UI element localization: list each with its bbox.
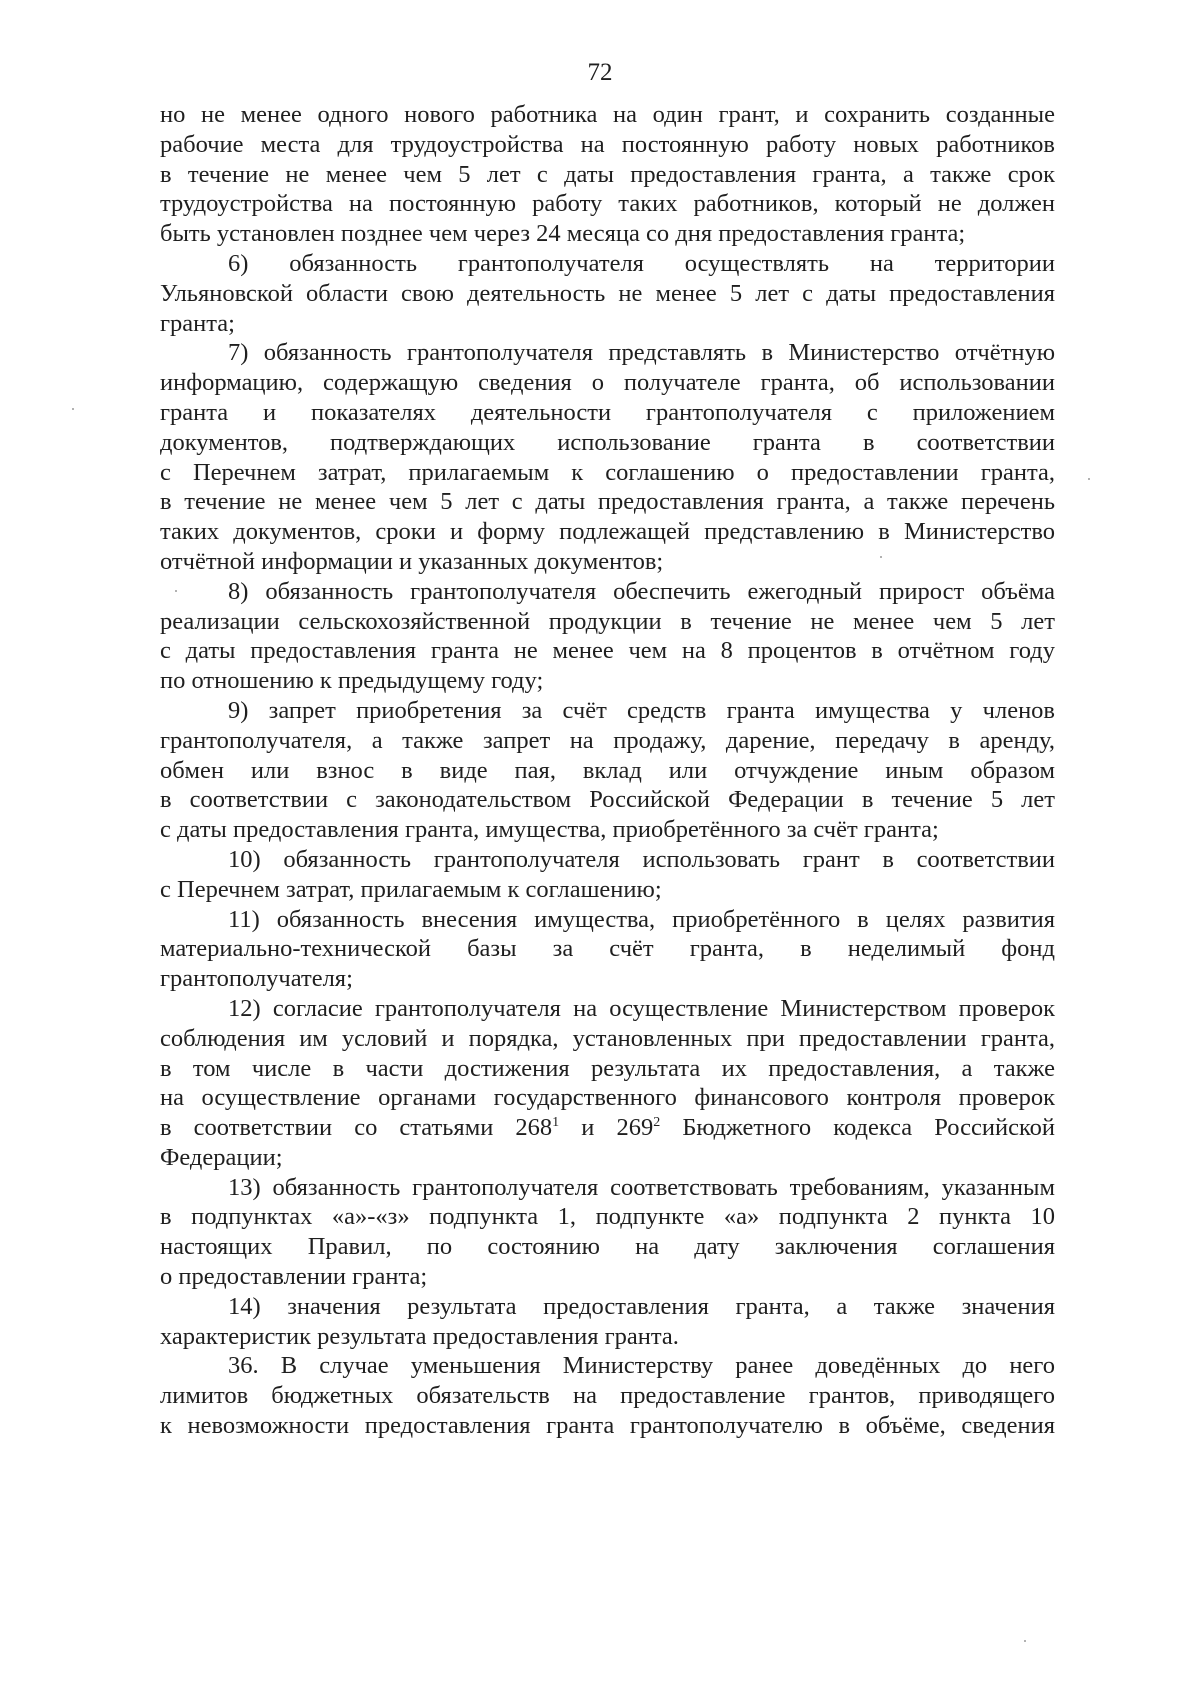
scan-speck bbox=[1088, 478, 1090, 480]
text-fragment: и 269 bbox=[559, 1114, 654, 1142]
text-line: в соответствии с законодательством Российской Федерации в течение 5 лет bbox=[160, 786, 1055, 814]
text-line: 12) согласие грантополучателя на осуществление Министерством проверок bbox=[228, 994, 1055, 1022]
text-line: соблюдения им условий и порядка, установленных при предоставлении гранта, bbox=[160, 1024, 1055, 1052]
text-fragment: Бюджетного кодекса Российской bbox=[660, 1114, 1056, 1142]
text-line: в том числе в части достижения результата их предоставления, а также bbox=[160, 1054, 1055, 1082]
text-line: материально-технической базы за счёт гранта, в неделимый фонд bbox=[160, 935, 1055, 963]
text-line: 14) значения результата предоставления гранта, а также значения bbox=[228, 1292, 1055, 1320]
text-fragment: в соответствии со статьями 268 bbox=[160, 1114, 553, 1142]
text-line: 8) обязанность грантополучателя обеспечить ежегодный прирост объёма bbox=[228, 577, 1055, 605]
text-line: о предоставлении гранта; bbox=[160, 1263, 428, 1291]
text-line: с Перечнем затрат, прилагаемым к соглашению о предоставлении гранта, bbox=[160, 458, 1055, 486]
text-line: настоящих Правил, по состоянию на дату заключения соглашения bbox=[160, 1233, 1055, 1261]
text-line: грантополучателя, а также запрет на продажу, дарение, передачу в аренду, bbox=[160, 726, 1055, 754]
text-line: 13) обязанность грантополучателя соответствовать требованиям, указанным bbox=[228, 1173, 1055, 1201]
text-line: трудоустройства на постоянную работу таких работников, который не должен bbox=[160, 190, 1055, 218]
text-line: 36. В случае уменьшения Министерству ранее доведённых до него bbox=[228, 1352, 1055, 1380]
superscript: 2 bbox=[653, 1114, 661, 1130]
text-line: в течение не менее чем 5 лет с даты предоставления гранта, а также срок bbox=[160, 160, 1055, 188]
text-line: гранта; bbox=[160, 309, 235, 337]
text-line: в течение не менее чем 5 лет с даты предоставления гранта, а также перечень bbox=[160, 488, 1055, 516]
text-line: гранта и показателях деятельности грантополучателя с приложением bbox=[160, 398, 1055, 426]
text-line: отчётной информации и указанных документов; bbox=[160, 547, 664, 575]
text-line: с даты предоставления гранта не менее чем на 8 процентов в отчётном году bbox=[160, 637, 1055, 665]
scan-speck bbox=[72, 408, 74, 410]
text-line: Федерации; bbox=[160, 1143, 283, 1171]
text-line: 6) обязанность грантополучателя осуществлять на территории bbox=[228, 249, 1055, 277]
scan-speck bbox=[880, 556, 882, 558]
text-line: с даты предоставления гранта, имущества, приобретённого за счёт гранта; bbox=[160, 816, 939, 844]
text-line: на осуществление органами государственного финансового контроля проверок bbox=[160, 1084, 1055, 1112]
text-line: 9) запрет приобретения за счёт средств гранта имущества у членов bbox=[228, 696, 1055, 724]
text-line: информацию, содержащую сведения о получателе гранта, об использовании bbox=[160, 369, 1055, 397]
text-line: реализации сельскохозяйственной продукции в течение не менее чем 5 лет bbox=[160, 607, 1055, 635]
superscript: 1 bbox=[552, 1114, 560, 1130]
text-line: но не менее одного нового работника на один грант, и сохранить созданные bbox=[160, 101, 1055, 128]
text-line: 11) обязанность внесения имущества, приобретённого в целях развития bbox=[228, 905, 1055, 933]
page-number: 72 bbox=[587, 59, 613, 86]
text-line: рабочие места для трудоустройства на постоянную работу новых работников bbox=[160, 130, 1055, 158]
text-line: характеристик результата предоставления гранта. bbox=[160, 1322, 679, 1350]
text-line: Ульяновской области свою деятельность не менее 5 лет с даты предоставления bbox=[160, 279, 1055, 307]
text-line: быть установлен позднее чем через 24 месяца со дня предоставления гранта; bbox=[160, 220, 966, 248]
document-body bbox=[160, 100, 1055, 1441]
scan-speck bbox=[1024, 1640, 1026, 1642]
text-line: 10) обязанность грантополучателя использовать грант в соответствии bbox=[228, 845, 1055, 873]
text-line: грантополучателя; bbox=[160, 965, 353, 993]
text-line bbox=[160, 1113, 1055, 1143]
text-line: лимитов бюджетных обязательств на предоставление грантов, приводящего bbox=[160, 1382, 1055, 1410]
text-line: документов, подтверждающих использование гранта в соответствии bbox=[160, 428, 1055, 456]
text-line: с Перечнем затрат, прилагаемым к соглашению; bbox=[160, 875, 662, 903]
text-line: в подпунктах «а»-«з» подпункта 1, подпункте «а» подпункта 2 пункта 10 bbox=[160, 1203, 1055, 1231]
text-line: по отношению к предыдущему году; bbox=[160, 667, 544, 695]
text-line: 7) обязанность грантополучателя представлять в Министерство отчётную bbox=[228, 339, 1055, 367]
scan-speck bbox=[175, 590, 177, 592]
text-line: таких документов, сроки и форму подлежащей представлению в Министерство bbox=[160, 518, 1055, 546]
text-line: обмен или взнос в виде пая, вклад или отчуждение иным образом bbox=[160, 756, 1055, 784]
text-line: к невозможности предоставления гранта грантополучателю в объёме, сведения bbox=[160, 1412, 1055, 1440]
